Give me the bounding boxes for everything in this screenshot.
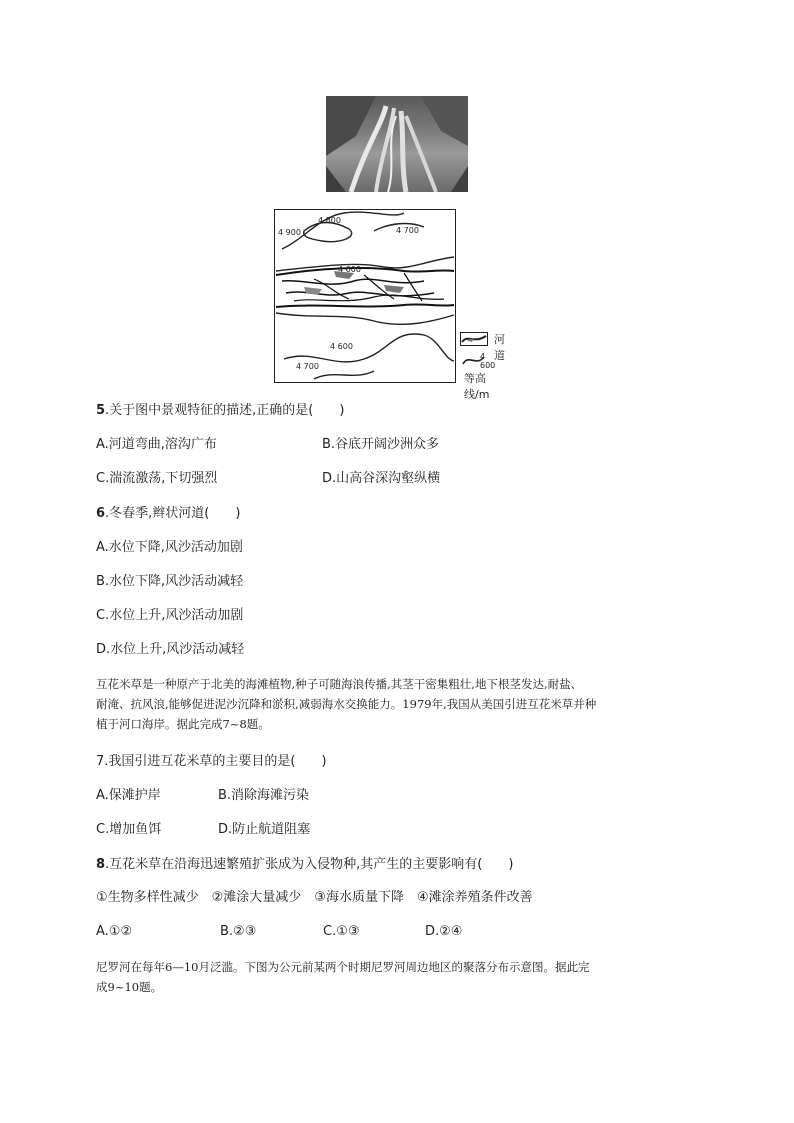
q7-option-a[interactable]: A.保滩护岸	[96, 788, 161, 803]
passage-line: 互花米草是一种原产于北美的海滩植物,种子可随海浪传播,其茎干密集粗壮,地下根茎发达,耐盐、	[96, 677, 583, 691]
legend-contour-label: 等高线/m	[464, 372, 490, 401]
question-number: 8	[96, 857, 106, 872]
q8-statements: ①生物多样性减少 ②滩涂大量减少 ③海水质量下降 ④滩涂养殖条件改善	[96, 890, 533, 905]
q5-option-b[interactable]: B.谷底开阔沙洲众多	[322, 437, 440, 452]
question-number: 7	[96, 754, 105, 769]
passage-line: 耐淹、抗风浪,能够促进泥沙沉降和淤积,减弱海水交换能力。1979年,我国从美国引进互花米草并种	[96, 697, 597, 711]
question-5	[96, 402, 344, 420]
question-6	[96, 505, 240, 523]
contour-label: 4 600	[330, 342, 353, 351]
q8-option-c[interactable]: C.①③	[323, 924, 360, 939]
contour-map	[274, 209, 456, 383]
river-legend-icon	[460, 332, 488, 346]
question-number: 5	[96, 403, 106, 418]
question-8	[96, 856, 513, 874]
q5-option-c[interactable]: C.湍流激荡,下切强烈	[96, 471, 218, 486]
q7-option-c[interactable]: C.增加鱼饵	[96, 822, 162, 837]
contour-label: 4 800	[318, 216, 341, 225]
contour-label: 4 700	[396, 226, 419, 235]
passage-line: 尼罗河在每年6—10月泛滥。下图为公元前某两个时期尼罗河周边地区的聚落分布示意图。据此完	[96, 960, 590, 974]
question-number: 6	[96, 506, 106, 521]
question-stem: .我国引进互花米草的主要目的是( )	[104, 754, 327, 769]
question-stem: .关于图中景观特征的描述,正确的是( )	[105, 403, 345, 418]
contour-label: 4 900	[278, 228, 301, 237]
braided-river-photo	[326, 96, 468, 192]
q8-option-d[interactable]: D.②④	[425, 924, 463, 939]
nile-passage	[96, 957, 686, 997]
question-stem: .互花米草在沿海迅速繁殖扩张成为入侵物种,其产生的主要影响有( )	[105, 857, 514, 872]
q6-option-a[interactable]: A.水位下降,风沙活动加剧	[96, 540, 243, 555]
question-7	[96, 753, 327, 771]
q6-option-c[interactable]: C.水位上升,风沙活动加剧	[96, 608, 244, 623]
q7-option-b[interactable]: B.消除海滩污染	[218, 788, 310, 803]
contour-label: 4 700	[296, 362, 319, 371]
q5-option-d[interactable]: D.山高谷深沟壑纵横	[322, 471, 441, 486]
contour-label: 4 600	[338, 265, 361, 274]
legend-river-label: 河道	[494, 333, 505, 362]
q8-option-a[interactable]: A.①②	[96, 924, 133, 939]
spartina-passage	[96, 674, 686, 734]
question-stem: .冬春季,辫状河道( )	[105, 506, 241, 521]
legend-contour-value: 4 600	[480, 352, 496, 370]
passage-line: 植于河口海岸。据此完成7~8题。	[96, 717, 270, 731]
q7-option-d[interactable]: D.防止航道阻塞	[218, 822, 311, 837]
q5-option-a[interactable]: A.河道弯曲,溶沟广布	[96, 437, 217, 452]
q6-option-d[interactable]: D.水位上升,风沙活动减轻	[96, 642, 245, 657]
q6-option-b[interactable]: B.水位下降,风沙活动减轻	[96, 574, 244, 589]
passage-line: 成9~10题。	[96, 980, 163, 994]
q8-option-b[interactable]: B.②③	[220, 924, 257, 939]
